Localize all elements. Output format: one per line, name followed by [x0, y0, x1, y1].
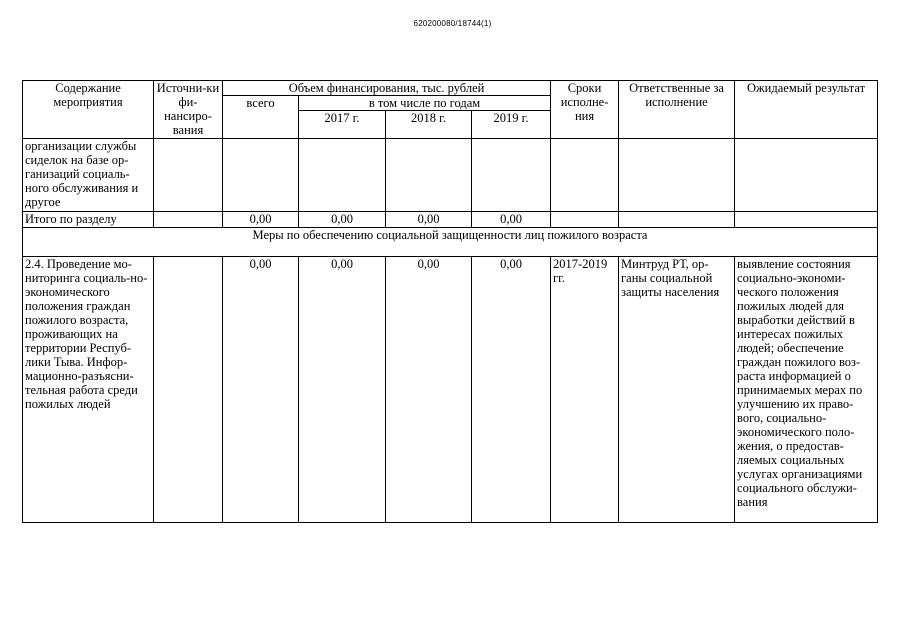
header-responsible: Ответственные за исполнение — [619, 81, 735, 139]
header-year-2017: 2017 г. — [299, 111, 386, 139]
row-total-sum: 0,00 — [223, 212, 299, 228]
row-2-4-total: 0,00 — [223, 257, 299, 523]
header-year-2019: 2019 г. — [472, 111, 551, 139]
header-by-years: в том числе по годам — [299, 96, 551, 111]
header-year-2018: 2018 г. — [386, 111, 472, 139]
row-2-4-2019: 0,00 — [472, 257, 551, 523]
financing-table — [22, 80, 878, 523]
row-2-4-2018: 0,00 — [386, 257, 472, 523]
header-volume: Объем финансирования, тыс. рублей — [223, 81, 551, 96]
document-id: 620200080/18744(1) — [413, 19, 492, 28]
table-row-2-4 — [23, 257, 878, 523]
section-title: Меры по обеспечению социальной защищенности лиц пожилого возраста — [23, 228, 878, 257]
row-2-4-deadline: 2017-2019 гг. — [551, 257, 619, 523]
row-total-label: Итого по разделу — [23, 212, 154, 228]
row-total-2018: 0,00 — [386, 212, 472, 228]
row-2-4-result: выявление состояния социально-экономи-ческого положения пожилых людей для выработки действий в интересах пожилых людей; обеспечение граждан пожилого воз-раста информацией о принимаемых мерах по улучшению их право-вого, социально-экономического поло-жения, о предостав-ляемых социальных услугах организациями социального обслужи-вания — [735, 257, 878, 523]
table-row-total — [23, 212, 878, 228]
row-2-4-content: 2.4. Проведение мо-ниторинга социаль-но-экономического положения граждан пожилого возраста, проживающих на территории Респуб-лики Тыва. Инфор-мационно-разъясни-тельная работа среди пожилых людей — [23, 257, 154, 523]
row-continued-content: организации службы сиделок на базе ор-ганизаций социаль-ного обслуживания и другое — [23, 139, 154, 212]
header-sources: Источни-ки фи-нансиро-вания — [154, 81, 223, 139]
header-content: Содержание мероприятия — [23, 81, 154, 139]
section-row — [23, 228, 878, 257]
row-total-2017: 0,00 — [299, 212, 386, 228]
row-2-4-responsible: Минтруд РТ, ор-ганы социальной защиты населения — [619, 257, 735, 523]
row-total-2019: 0,00 — [472, 212, 551, 228]
header-deadline: Сроки исполне-ния — [551, 81, 619, 139]
table-row-continued — [23, 139, 878, 212]
header-result: Ожидаемый результат — [735, 81, 878, 139]
header-total: всего — [223, 96, 299, 139]
row-2-4-2017: 0,00 — [299, 257, 386, 523]
